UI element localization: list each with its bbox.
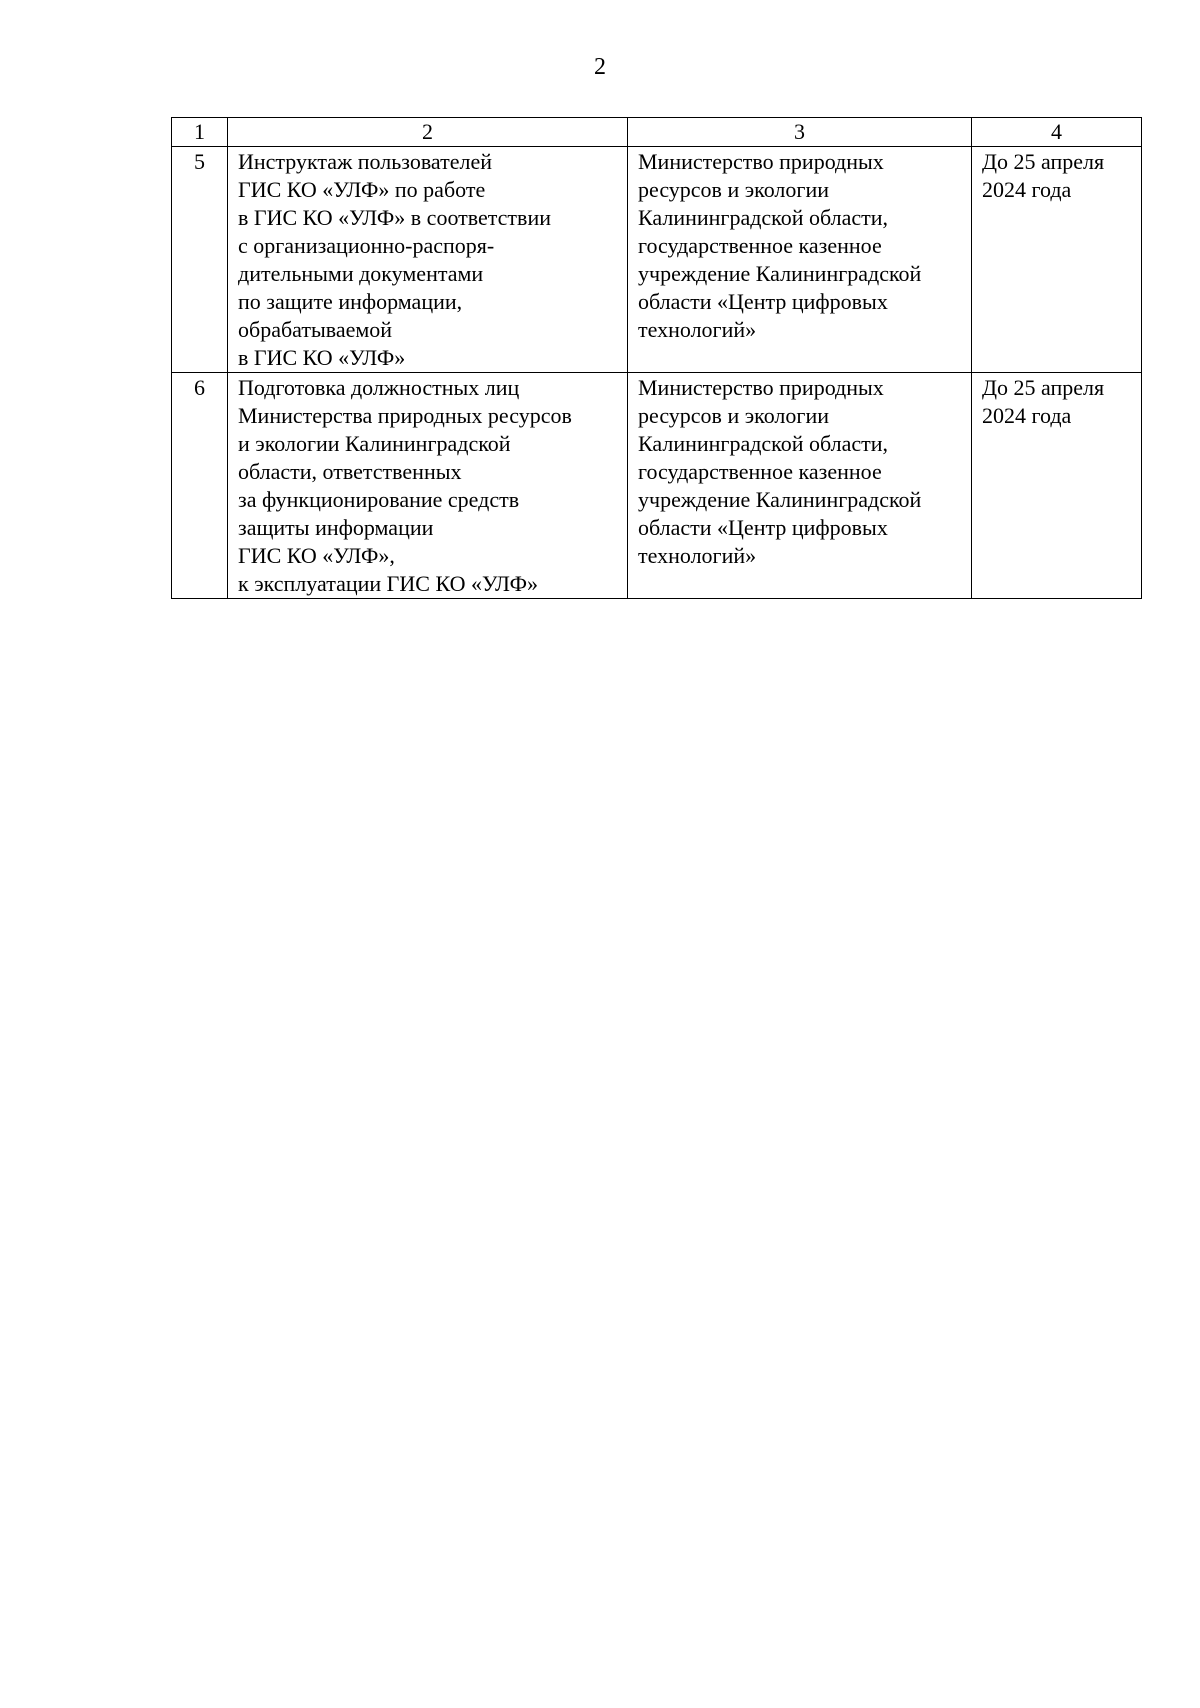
- responsible-line: учреждение Калининградской: [638, 487, 922, 512]
- page-number: 2: [594, 54, 606, 80]
- responsible-line: технологий»: [638, 543, 757, 568]
- responsible-line: государственное казенное: [638, 459, 882, 484]
- responsible-line: Калининградской области,: [638, 205, 889, 230]
- responsible-line: учреждение Калининградской: [638, 261, 922, 286]
- deadline-cell: [972, 373, 1142, 599]
- responsible-line: технологий»: [638, 317, 757, 342]
- activity-line: обрабатываемой: [238, 317, 393, 342]
- activity-cell: [228, 147, 628, 373]
- activity-line: ГИС КО «УЛФ» по работе: [238, 177, 486, 202]
- header-cell-4: 4: [972, 118, 1142, 147]
- activity-line: области, ответственных: [238, 459, 462, 484]
- responsible-line: Министерство природных: [638, 375, 884, 400]
- activity-cell: [228, 373, 628, 599]
- activity-line: Подготовка должностных лиц: [238, 375, 520, 400]
- activity-line: с организационно-распоря-: [238, 233, 495, 258]
- deadline-line: До 25 апреля: [982, 375, 1105, 400]
- responsible-line: государственное казенное: [638, 233, 882, 258]
- table-header-row: [172, 118, 1142, 147]
- row-number-cell: 5: [172, 147, 228, 373]
- activity-line: за функционирование средств: [238, 487, 520, 512]
- activity-line: в ГИС КО «УЛФ»: [238, 345, 406, 370]
- measures-table: [171, 117, 1142, 599]
- activity-line: по защите информации,: [238, 289, 463, 314]
- deadline-line: До 25 апреля: [982, 149, 1105, 174]
- activity-line: Министерства природных ресурсов: [238, 403, 572, 428]
- responsible-line: ресурсов и экологии: [638, 403, 829, 428]
- activity-line: и экологии Калининградской: [238, 431, 511, 456]
- activity-line: к эксплуатации ГИС КО «УЛФ»: [238, 571, 539, 596]
- table-row: [172, 147, 1142, 373]
- header-cell-3: 3: [628, 118, 972, 147]
- activity-line: защиты информации: [238, 515, 434, 540]
- responsible-line: ресурсов и экологии: [638, 177, 829, 202]
- activity-line: в ГИС КО «УЛФ» в соответствии: [238, 205, 551, 230]
- row-number-cell: 6: [172, 373, 228, 599]
- table-row: [172, 373, 1142, 599]
- deadline-cell: [972, 147, 1142, 373]
- deadline-line: 2024 года: [982, 177, 1072, 202]
- deadline-line: 2024 года: [982, 403, 1072, 428]
- header-cell-2: 2: [228, 118, 628, 147]
- responsible-cell: [628, 147, 972, 373]
- responsible-line: Калининградской области,: [638, 431, 889, 456]
- responsible-line: области «Центр цифровых: [638, 515, 888, 540]
- activity-line: ГИС КО «УЛФ»,: [238, 543, 395, 568]
- header-cell-1: 1: [172, 118, 228, 147]
- activity-line: Инструктаж пользователей: [238, 149, 493, 174]
- responsible-line: Министерство природных: [638, 149, 884, 174]
- responsible-line: области «Центр цифровых: [638, 289, 888, 314]
- activity-line: дительными документами: [238, 261, 484, 286]
- responsible-cell: [628, 373, 972, 599]
